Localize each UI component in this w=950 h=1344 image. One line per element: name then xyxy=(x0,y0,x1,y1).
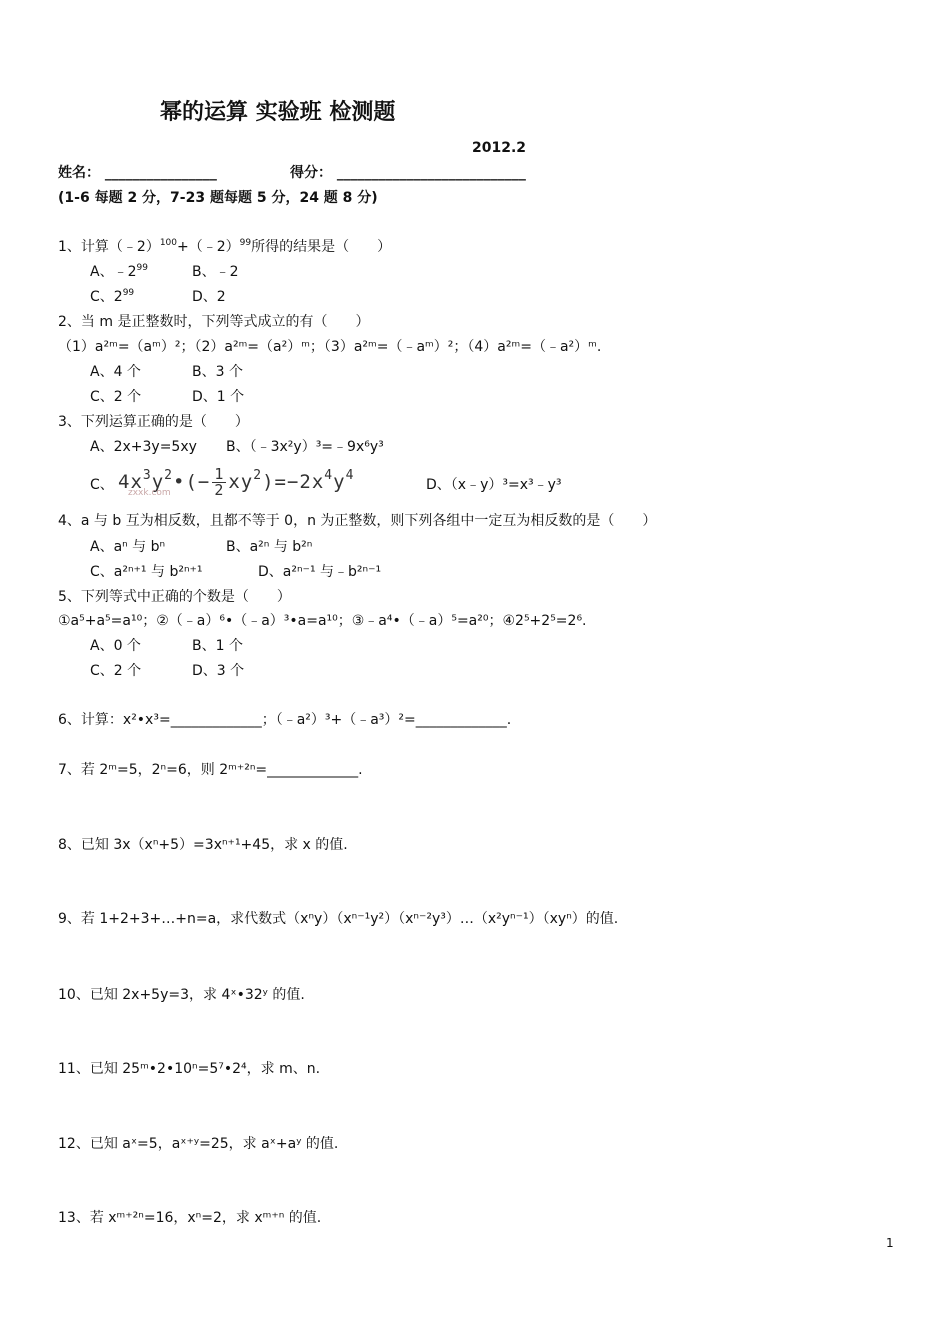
question-4-option-c: C、a²ⁿ⁺¹ 与 b²ⁿ⁺¹ xyxy=(90,564,203,580)
question-5-option-b: B、1 个 xyxy=(192,638,243,654)
question-13: 13、若 xᵐ⁺²ⁿ=16，xⁿ=2，求 xᵐ⁺ⁿ 的值. xyxy=(58,1210,322,1226)
question-5-option-d: D、3 个 xyxy=(192,663,245,679)
scoring-note: (1-6 每题 2 分，7-23 题每题 5 分，24 题 8 分) xyxy=(58,190,378,206)
question-2-statements: （1）a²ᵐ=（aᵐ）²；（2）a²ᵐ=（a²）ᵐ；（3）a²ᵐ=（﹣aᵐ）²；（4）a²ᵐ=（﹣a²）ᵐ. xyxy=(58,339,602,355)
question-3-option-c-formula-image: $4x^3y^2•(-$ $\frac{1}{2}$ $xy^2)=-2x^4y^4$ xyxy=(118,465,355,499)
question-5-option-c: C、2 个 xyxy=(90,663,142,679)
name-blank: ________________ xyxy=(104,165,217,181)
question-1-option-a: A、$﹣2^{99}$ xyxy=(90,263,148,280)
watermark: zxxk.com xyxy=(128,488,171,498)
date: 2012.2 xyxy=(472,140,527,156)
question-1-option-b: B、﹣2 xyxy=(192,264,239,280)
question-3-option-b: B、（﹣3x²y）³=﹣9x⁶y³ xyxy=(226,439,384,455)
score-label: 得分： xyxy=(290,165,332,181)
question-10: 10、已知 2x+5y=3，求 4ˣ•32ʸ 的值. xyxy=(58,987,305,1003)
name-row xyxy=(58,164,217,182)
page-number: 1 xyxy=(886,1236,894,1250)
question-5-statements: ①a⁵+a⁵=a¹⁰；②（﹣a）⁶•（﹣a）³•a=a¹⁰；③﹣a⁴•（﹣a）⁵=a²⁰；④2⁵+2⁵=2⁶. xyxy=(58,613,587,629)
question-8: 8、已知 3x（xⁿ+5）=3xⁿ⁺¹+45，求 x 的值. xyxy=(58,837,348,853)
question-4-option-d: D、a²ⁿ⁻¹ 与﹣b²ⁿ⁻¹ xyxy=(258,564,382,580)
question-3-option-d: D、（x﹣y）³=x³﹣y³ xyxy=(426,477,562,493)
page-title: 幂的运算 实验班 检测题 xyxy=(160,100,396,125)
question-3-option-a: A、2x+3y=5xy xyxy=(90,439,197,455)
question-3-stem: 3、下列运算正确的是（ ） xyxy=(58,414,249,430)
question-4-stem: 4、a 与 b 互为相反数，且都不等于 0，n 为正整数，则下列各组中一定互为相反数的是（ ） xyxy=(58,513,657,529)
question-2-stem: 2、当 m 是正整数时，下列等式成立的有（ ） xyxy=(58,314,370,330)
question-1-option-d: D、2 xyxy=(192,289,226,305)
question-5-stem: 5、下列等式中正确的个数是（ ） xyxy=(58,589,291,605)
question-4-option-a: A、aⁿ 与 bⁿ xyxy=(90,539,166,555)
question-2-option-d: D、1 个 xyxy=(192,389,245,405)
name-label: 姓名： xyxy=(58,165,100,181)
question-2-option-c: C、2 个 xyxy=(90,389,142,405)
question-11: 11、已知 25ᵐ•2•10ⁿ=5⁷•2⁴，求 m、n. xyxy=(58,1061,321,1077)
question-1-option-c: C、$2^{99}$ xyxy=(90,288,135,305)
score-row xyxy=(290,164,526,182)
score-blank: ___________________________ xyxy=(336,165,526,181)
question-6: 6、计算：x²•x³=_____________；（﹣a²）³+（﹣a³）²=_____________. xyxy=(58,712,512,728)
question-9: 9、若 1+2+3+…+n=a，求代数式（xⁿy）（xⁿ⁻¹y²）（xⁿ⁻²y³）…（x²yⁿ⁻¹）（xyⁿ）的值. xyxy=(58,911,619,927)
question-1-stem: 1、计算（﹣2）$^{100}$+（﹣2）$^{99}$所得的结果是（ ） xyxy=(58,238,392,255)
question-2-option-b: B、3 个 xyxy=(192,364,243,380)
question-5-option-a: A、0 个 xyxy=(90,638,141,654)
question-4-option-b: B、a²ⁿ 与 b²ⁿ xyxy=(226,539,313,555)
question-3-option-c: C、 xyxy=(90,477,114,493)
question-2-option-a: A、4 个 xyxy=(90,364,141,380)
question-7: 7、若 2ᵐ=5，2ⁿ=6，则 2ᵐ⁺²ⁿ=_____________. xyxy=(58,762,363,778)
question-12: 12、已知 aˣ=5，aˣ⁺ʸ=25，求 aˣ+aʸ 的值. xyxy=(58,1136,339,1152)
